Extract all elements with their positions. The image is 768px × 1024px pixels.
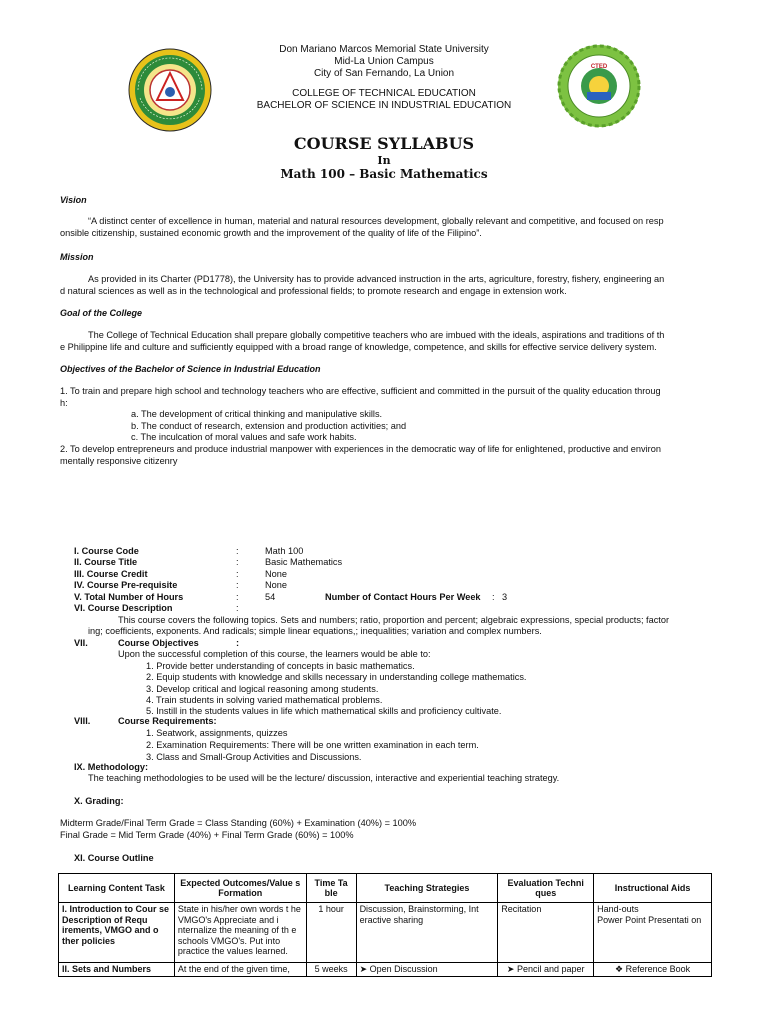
requirements-num: VIII. xyxy=(74,716,91,726)
objective-1-line2: h: xyxy=(60,398,68,408)
contact-hours-label: Number of Contact Hours Per Week xyxy=(325,592,481,602)
course-objectives-heading: Course Objectives xyxy=(118,638,199,648)
methodology-heading: IX. Methodology: xyxy=(74,762,149,772)
course-objectives-num: VII. xyxy=(74,638,88,648)
course-code-label: I. Course Code xyxy=(74,546,139,556)
program-name: BACHELOR OF SCIENCE IN INDUSTRIAL EDUCATION xyxy=(256,100,512,111)
course-title-label: II. Course Title xyxy=(74,557,138,567)
colon: : xyxy=(236,557,239,567)
goal-text-line1: The College of Technical Education shall prepare globally competitive teachers who are imbued with the ideals, aspirations and traditions of th xyxy=(88,330,665,340)
column-header: Expected Outcomes/Value s Formation xyxy=(174,874,306,903)
course-prereq-label: IV. Course Pre-requisite xyxy=(74,580,178,590)
course-prereq-value: None xyxy=(265,580,287,590)
objective-sub-b: b. The conduct of research, extension and production activities; and xyxy=(131,421,407,431)
university-name: Don Mariano Marcos Memorial State University xyxy=(279,44,489,55)
course-title-value: Basic Mathematics xyxy=(265,557,343,567)
objective-sub-a: a. The development of critical thinking and manipulative skills. xyxy=(131,409,383,419)
mission-heading: Mission xyxy=(60,252,94,262)
goal-text-line2: e Philippine life and culture and sufficiently equipped with a broad range of knowledge, competence, and skills for effective service delivery system. xyxy=(60,342,657,352)
vision-text-line1: “A distinct center of excellence in human, material and natural resources development, globally relevant and competitive, and focused on resp xyxy=(88,216,664,226)
objective-2-line2: mentally responsive citizenry xyxy=(60,456,178,466)
aids-item: Power Point Presentati on xyxy=(597,914,702,925)
outcomes-cell: State in his/her own words t he VMGO's Appreciate and i nternalize the meaning of th e schools VMGO's. Put into practice the values learned. xyxy=(174,903,306,963)
requirement-item: 1. Seatwork, assignments, quizzes xyxy=(146,728,288,738)
column-header: Time Ta ble xyxy=(306,874,356,903)
column-header: Teaching Strategies xyxy=(356,874,498,903)
college-name: COLLEGE OF TECHNICAL EDUCATION xyxy=(292,88,476,99)
aids-cell: ❖ Reference Book xyxy=(594,963,712,977)
course-objectives-intro: Upon the successful completion of this course, the learners would be able to: xyxy=(118,649,431,659)
goal-heading: Goal of the College xyxy=(60,308,143,318)
objective-sub-c: c. The inculcation of moral values and safe work habits. xyxy=(131,432,357,442)
course-objective-item: 2. Equip students with knowledge and skills necessary in understanding college mathematics. xyxy=(146,672,527,682)
vision-text-line2: onsible citizenship, sustained economic growth and the improvement of the quality of life of the Filipino”. xyxy=(60,228,482,238)
mission-text-line1: As provided in its Charter (PD1778), the University has to provide advanced instruction in the arts, agriculture, forestry, fishery, engineering an xyxy=(88,274,665,284)
course-code-value: Math 100 xyxy=(265,546,304,556)
colon: : xyxy=(236,580,239,590)
column-header: Evaluation Techni ques xyxy=(498,874,594,903)
course-outline-table xyxy=(58,873,712,977)
course-credit-label: III. Course Credit xyxy=(74,569,148,579)
city-name: City of San Fernando, La Union xyxy=(313,68,455,79)
course-objective-item: 4. Train students in solving varied mathematical problems. xyxy=(146,695,383,705)
strategies-cell: Discussion, Brainstorming, Int eractive sharing xyxy=(356,903,498,963)
course-title-heading: Math 100 – Basic Mathematics xyxy=(280,167,488,181)
contact-hours-value: 3 xyxy=(502,592,508,602)
outcomes-cell: At the end of the given time, xyxy=(174,963,306,977)
grading-formula-final: Final Grade = Mid Term Grade (40%) + Final Term Grade (60%) = 100% xyxy=(60,830,354,840)
colon: : xyxy=(236,603,239,613)
syllabus-title: COURSE SYLLABUS xyxy=(293,134,475,153)
course-credit-value: None xyxy=(265,569,287,579)
requirement-item: 2. Examination Requirements: There will be one written examination in each term. xyxy=(146,740,479,750)
grading-formula-midterm: Midterm Grade/Final Term Grade = Class Standing (60%) + Examination (40%) = 100% xyxy=(60,818,417,828)
course-outline-heading: XI. Course Outline xyxy=(74,853,154,863)
course-objective-item: 5. Instill in the students values in life which mathematical skills and proficiency cultivate. xyxy=(146,706,502,716)
column-header: Learning Content Task xyxy=(59,874,175,903)
requirement-item: 3. Class and Small-Group Activities and Discussions. xyxy=(146,752,362,762)
methodology-text: The teaching methodologies to be used will be the lecture/ discussion, interactive and experiential teaching strategy. xyxy=(88,773,560,783)
objectives-heading: Objectives of the Bachelor of Science in Industrial Education xyxy=(60,364,321,374)
column-header: Instructional Aids xyxy=(594,874,712,903)
learning-content-cell: II. Sets and Numbers xyxy=(59,963,175,977)
aids-cell xyxy=(594,903,712,963)
grading-heading: X. Grading: xyxy=(74,796,124,806)
total-hours-value: 54 xyxy=(265,592,276,602)
mission-text-line2: d natural sciences as well as in the technological and professional fields; to promote research and engage in extension work. xyxy=(60,286,567,296)
title-in: In xyxy=(377,154,391,167)
course-description-line1: This course covers the following topics. Sets and numbers; ratio, proportion and percent; algebraic expressions, special products; factor xyxy=(118,615,670,625)
time-cell: 5 weeks xyxy=(306,963,356,977)
course-description-line2: ing; coefficients, exponents. And radicals; simple linear equations,; inequalities; variation and complex numbers. xyxy=(88,626,542,636)
evaluation-cell: ➤ Pencil and paper xyxy=(498,963,594,977)
course-objective-item: 3. Develop critical and logical reasoning among students. xyxy=(146,684,379,694)
aids-item: Hand-outs xyxy=(597,904,639,914)
contact-hours-colon: : xyxy=(492,592,495,602)
evaluation-cell: Recitation xyxy=(498,903,594,963)
campus-name: Mid-La Union Campus xyxy=(334,56,434,67)
total-hours-label: V. Total Number of Hours xyxy=(74,592,184,602)
course-description-label: VI. Course Description xyxy=(74,603,173,613)
course-objective-item: 1. Provide better understanding of concepts in basic mathematics. xyxy=(146,661,415,671)
objective-1-line1: 1. To train and prepare high school and technology teachers who are effective, sufficient and committed in the pursuit of the quality education throug xyxy=(60,386,661,396)
colon: : xyxy=(236,569,239,579)
time-cell: 1 hour xyxy=(306,903,356,963)
colon: : xyxy=(236,546,239,556)
strategies-cell: ➤ Open Discussion xyxy=(356,963,498,977)
vision-heading: Vision xyxy=(60,195,87,205)
table-row xyxy=(59,963,712,977)
requirements-heading: Course Requirements: xyxy=(118,716,217,726)
table-row xyxy=(59,903,712,963)
learning-content-cell: I. Introduction to Cour se Description of Requ irements, VMGO and o ther policies xyxy=(59,903,175,963)
course-objectives-colon: : xyxy=(236,638,240,648)
table-header-row xyxy=(59,874,712,903)
objective-2-line1: 2. To develop entrepreneurs and produce industrial manpower with experiences in the democratic way of life for enlightened, productive and environ xyxy=(60,444,661,454)
cted-logo-text: CTED xyxy=(590,64,608,70)
colon: : xyxy=(236,592,239,602)
